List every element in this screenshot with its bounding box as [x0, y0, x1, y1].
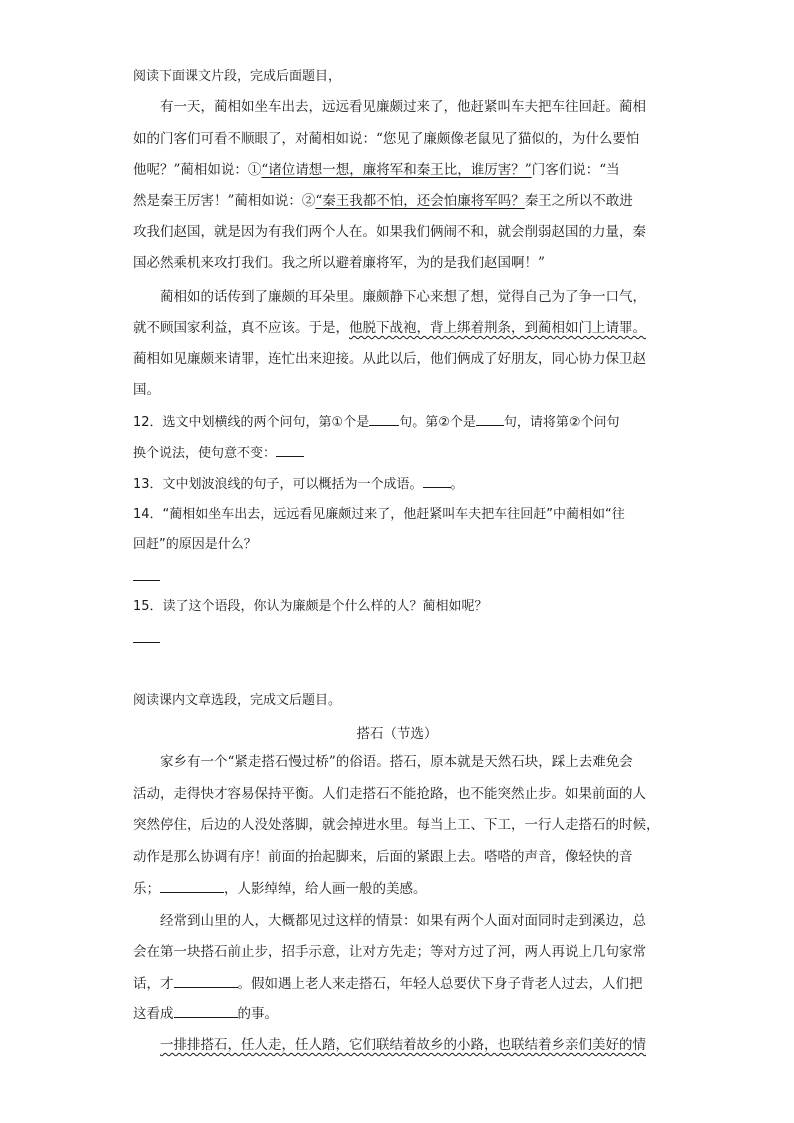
passage2-line: 经常到山里的人，大概都见过这样的情景：如果有两个人面对面同时走到溪边，总 [160, 913, 646, 929]
answer-line[interactable] [133, 642, 160, 643]
passage1-line: 国。 [133, 382, 160, 398]
passage2-line-wavy [160, 1036, 646, 1054]
answer-blank[interactable] [369, 412, 399, 426]
underlined-question-2: “秦王我都不怕，还会怕廉将军吗？ [315, 193, 525, 209]
passage2-text: 的事。 [237, 1006, 278, 1022]
question-12-text: 换个说法，使句意不变： [133, 446, 277, 461]
answer-blank[interactable] [160, 879, 224, 893]
section1-instruction: 阅读下面课文片段，完成后面题目， [133, 69, 342, 84]
question-12-text: 12．选文中划横线的两个问句，第①个是 [133, 415, 370, 430]
passage1-text: 就不顾国家利益，真不应该。于是， [133, 320, 349, 336]
passage2-line: 会在第一块搭石前止步，招手示意，让对方先走；等对方过了河，两人再说上几句家常 [133, 944, 646, 960]
passage1-text: 门客们说：“当 [531, 162, 620, 178]
question-12-line [133, 412, 620, 432]
question-12-line [133, 443, 304, 463]
question-13-text: 。 [450, 477, 464, 492]
passage2-line: 动作是那么协调有序！前面的抬起脚来，后面的紧跟上去。嗒嗒的声音，像轻快的音 [133, 849, 633, 865]
wavy-underlined-sentence: 他脱下战袍，背上绑着荆条，到蔺相如门上请罪。 [349, 320, 646, 336]
question-12-text: 句，请将第②个问句 [503, 415, 620, 430]
section2-instruction: 阅读课内文章选段，完成文后题目。 [133, 693, 342, 708]
passage2-text: 乐； [133, 881, 160, 897]
passage2-title: 搭石（节选） [356, 726, 438, 742]
passage1-line: 有一天，蔺相如坐车出去，远远看见廉颇过来了，他赶紧叫车夫把车往回赶。蔺相 [160, 99, 646, 115]
passage2-text: 这看成 [133, 1006, 174, 1022]
question-13-text: 13．文中划波浪线的句子，可以概括为一个成语。 [133, 477, 423, 492]
answer-blank[interactable] [174, 974, 238, 988]
passage1-line-with-question2 [133, 192, 633, 210]
passage2-line: 突然停住，后边的人没处落脚，就会掉进水里。每当上工、下工，一行人走搭石的时候， [133, 817, 660, 833]
question-14-line: 回赶”的原因是什么？ [133, 537, 257, 552]
underlined-question-1: “诸位请想一想，廉将军和秦王比，谁厉害？” [261, 162, 532, 178]
passage1-line: 蔺相如见廉颇来请罪，连忙出来迎接。从此以后，他们俩成了好朋友，同心协力保卫赵 [133, 351, 646, 367]
passage2-line-with-blank [133, 879, 427, 898]
passage2-text: ，人影绰绰，给人画一般的美感。 [224, 881, 427, 897]
passage1-line-with-wavy [133, 319, 646, 337]
answer-blank[interactable] [423, 474, 451, 488]
passage1-line: 蔺相如的话传到了廉颇的耳朵里。廉颇静下心来想了想，觉得自己为了争一口气， [160, 289, 646, 305]
wavy-underlined-sentence: 一排排搭石，任人走，任人踏，它们联结着故乡的小路，也联结着乡亲们美好的情 [160, 1037, 646, 1053]
answer-line[interactable] [133, 580, 160, 581]
passage2-line: 活动，走得快才容易保持平衡。人们走搭石不能抢路，也不能突然止步。如果前面的人 [133, 786, 646, 802]
question-12-text: 句。第②个是 [399, 415, 476, 430]
passage1-text: 秦王之所以不敢进 [524, 193, 633, 209]
answer-blank[interactable] [476, 412, 504, 426]
answer-blank[interactable] [174, 1004, 238, 1018]
question-14-line: 14．“蔺相如坐车出去，远远看见廉颇过来了，他赶紧叫车夫把车往回赶”中蔺相如“往 [133, 507, 625, 522]
passage1-text: 他呢？”蔺相如说：① [133, 162, 262, 178]
question-15-line: 15．读了这个语段，你认为廉颇是个什么样的人？蔺相如呢？ [133, 599, 488, 614]
passage1-line-with-question1 [133, 161, 620, 179]
passage1-line: 攻我们赵国，就是因为有我们两个人在。如果我们俩闹不和，就会削弱赵国的力量，秦 [133, 224, 646, 240]
question-13-line [133, 474, 464, 494]
passage2-text: 话，才 [133, 976, 174, 992]
passage2-line: 家乡有一个“紧走搭石慢过桥”的俗语。搭石，原本就是天然石块，踩上去难免会 [160, 754, 633, 770]
passage1-line: 国必然乘机来攻打我们。我之所以避着廉将军，为的是我们赵国啊！” [133, 255, 545, 271]
passage2-line-with-blank [133, 1004, 278, 1023]
passage2-line-with-blank [133, 974, 643, 993]
passage1-text: 然是秦王厉害！”蔺相如说：② [133, 193, 316, 209]
passage1-line: 如的门客们可看不顺眼了，对蔺相如说：“您见了廉颇像老鼠见了猫似的，为什么要怕 [133, 131, 640, 147]
passage2-text: 。假如遇上老人来走搭石，年轻人总要伏下身子背老人过去，人们把 [237, 976, 643, 992]
answer-blank[interactable] [276, 443, 304, 457]
